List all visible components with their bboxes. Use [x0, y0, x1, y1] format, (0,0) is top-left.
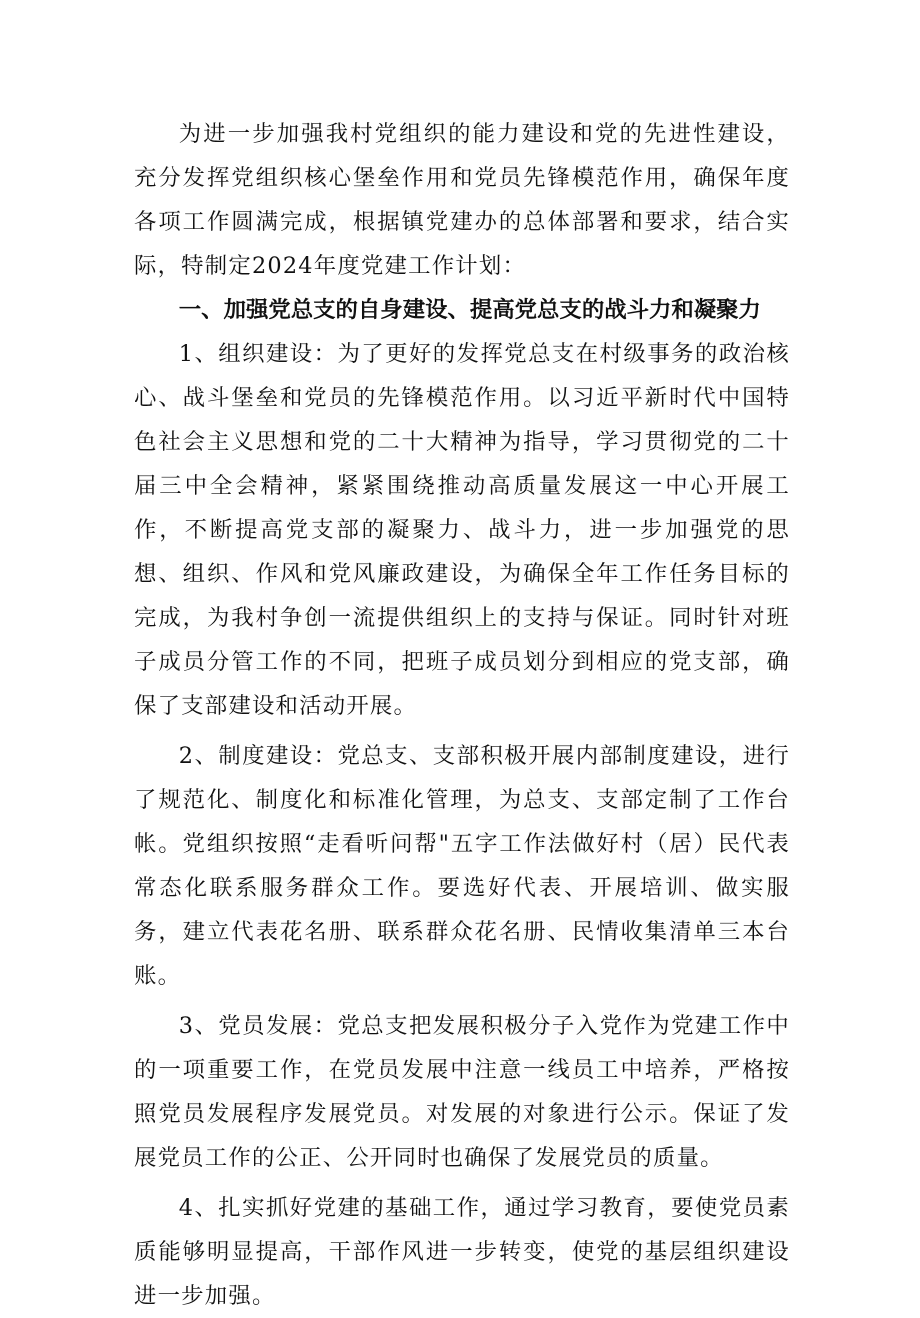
item-organization-building: 1、组织建设：为了更好的发挥党总支在村级事务的政治核心、战斗堡垒和党员的先锋模范作用。以习近平新时代中国特色社会主义思想和党的二十大精神为指导，学习贯彻党的二十届三中全会精神，紧紧围绕推动高质量发展这一中心开展工作，不断提高党支部的凝聚力、战斗力，进一步加强党的思想、组织、作风和党风廉政建设，为确保全年工作任务目标的完成，为我村争创一流提供组织上的支持与保证。同时针对班子成员分管工作的不同，把班子成员划分到相应的党支部，确保了支部建设和活动开展。	[134, 341, 790, 719]
item-member-development: 3、党员发展：党总支把发展积极分子入党作为党建工作中的一项重要工作，在党员发展中注意一线员工中培养，严格按照党员发展程序发展党员。对发展的对象进行公示。保证了发展党员工作的公正、公开同时也确保了发展党员的质量。	[134, 1013, 790, 1171]
item-system-building: 2、制度建设：党总支、支部积极开展内部制度建设，进行了规范化、制度化和标准化管理，为总支、支部定制了工作台帐。党组织按照“走看听问帮"五字工作法做好村（居）民代表常态化联系服务群众工作。要选好代表、开展培训、做实服务，建立代表花名册、联系群众花名册、民情收集清单三本台账。	[134, 743, 790, 989]
section-heading: 一、加强党总支的自身建设、提高党总支的战斗力和凝聚力	[178, 297, 761, 323]
item-basic-work: 4、扎实抓好党建的基础工作，通过学习教育，要使党员素质能够明显提高，干部作风进一步转变，使党的基层组织建设进一步加强。	[134, 1195, 790, 1309]
intro-paragraph: 为进一步加强我村党组织的能力建设和党的先进性建设，充分发挥党组织核心堡垒作用和党员先锋模范作用，确保年度各项工作圆满完成，根据镇党建办的总体部署和要求，结合实际，特制定2024年度党建工作计划：	[134, 121, 790, 279]
document-body	[134, 112, 790, 1318]
